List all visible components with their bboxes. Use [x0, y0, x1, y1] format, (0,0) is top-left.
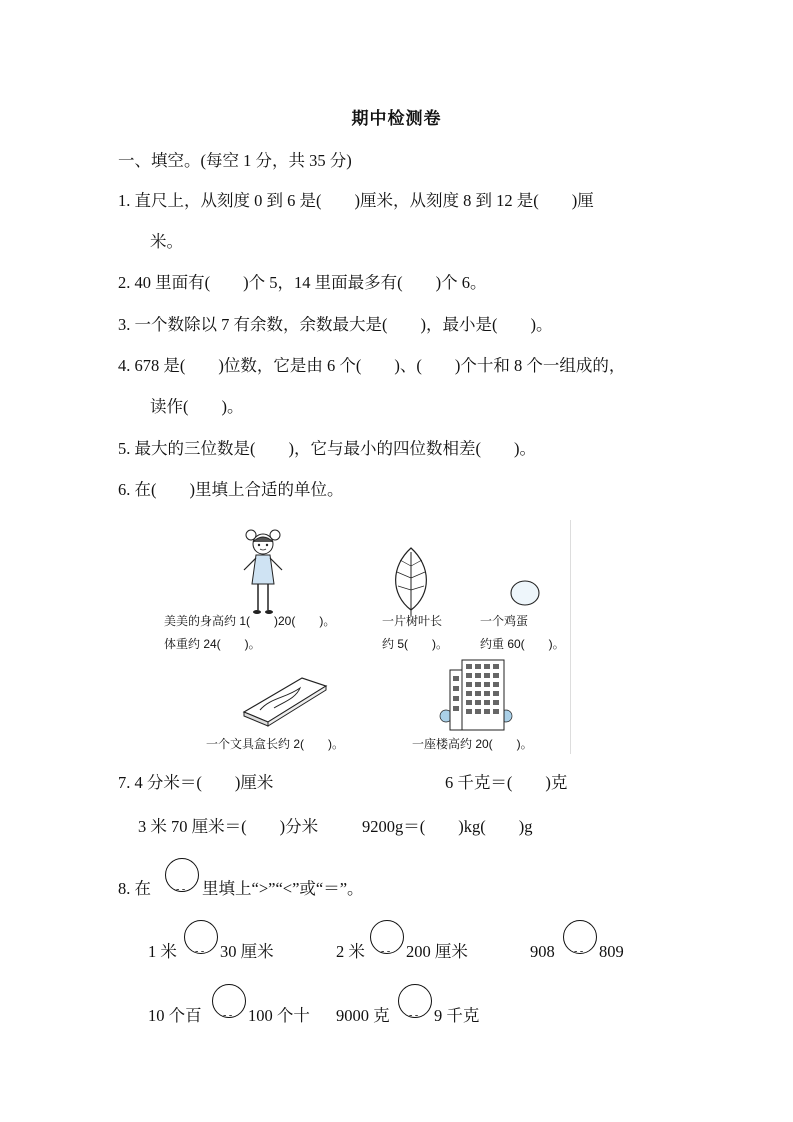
pencil-case-illustration [240, 668, 330, 728]
page-title: 期中检测卷 [351, 109, 442, 128]
question-8-prefix: 8. 在 [118, 879, 151, 898]
question-7-a: 7. 4 分米＝( )厘米 [118, 773, 274, 792]
caption-girl-weight: 体重约 24( )。 [164, 637, 261, 651]
compare-5-circle[interactable] [398, 984, 432, 1018]
question-4-line-2: 读作( )。 [150, 397, 244, 416]
caption-egg-2: 约重 60( )。 [480, 637, 565, 651]
question-7-b: 6 千克＝( )克 [445, 773, 568, 792]
leaf-illustration [386, 546, 436, 618]
compare-5-right: 9 千克 [434, 1006, 480, 1025]
egg-illustration [508, 578, 542, 608]
question-5: 5. 最大的三位数是( )，它与最小的四位数相差( )。 [118, 439, 536, 458]
compare-1-left: 1 米 [148, 942, 177, 961]
caption-building: 一座楼高约 20( )。 [412, 737, 533, 751]
question-1-line-2: 米。 [150, 232, 183, 251]
compare-2-circle[interactable] [370, 920, 404, 954]
question-7-d: 9200g＝( )kg( )g [362, 817, 533, 836]
question-1-line-1: 1. 直尺上，从刻度 0 到 6 是( )厘米，从刻度 8 到 12 是( )厘 [118, 191, 594, 210]
compare-2-left: 2 米 [336, 942, 365, 961]
compare-4-right: 100 个十 [248, 1006, 310, 1025]
compare-1-circle[interactable] [184, 920, 218, 954]
building-illustration [436, 658, 516, 732]
girl-illustration [238, 526, 288, 618]
compare-5-left: 9000 克 [336, 1006, 390, 1025]
question-4-line-1: 4. 678 是( )位数，它是由 6 个( )、( )个十和 8 个一组成的， [118, 356, 626, 375]
caption-leaf-1: 一片树叶长 [382, 614, 443, 628]
question-7-c: 3 米 70 厘米＝( )分米 [138, 817, 319, 836]
compare-3-circle[interactable] [563, 920, 597, 954]
caption-girl-height: 美美的身高约 1( )20( )。 [164, 614, 336, 628]
compare-3-left: 908 [530, 942, 555, 961]
question-2: 2. 40 里面有( )个 5，14 里面最多有( )个 6。 [118, 273, 487, 292]
compare-4-circle[interactable] [212, 984, 246, 1018]
caption-leaf-2: 约 5( )。 [382, 637, 449, 651]
comparison-circle-example [165, 858, 199, 892]
question-3: 3. 一个数除以 7 有余数，余数最大是( )，最小是( )。 [118, 315, 553, 334]
compare-4-left: 10 个百 [148, 1006, 202, 1025]
section-heading: 一、填空。(每空 1 分，共 35 分) [118, 151, 352, 170]
question-6: 6. 在( )里填上合适的单位。 [118, 480, 344, 499]
compare-2-right: 200 厘米 [406, 942, 468, 961]
compare-3-right: 809 [599, 942, 624, 961]
caption-pencil-case: 一个文具盒长约 2( )。 [206, 737, 345, 751]
compare-1-right: 30 厘米 [220, 942, 274, 961]
unit-illustration-panel [156, 520, 571, 754]
caption-egg-1: 一个鸡蛋 [480, 614, 529, 628]
question-8-suffix: 里填上“>”“<”或“＝”。 [202, 879, 364, 898]
